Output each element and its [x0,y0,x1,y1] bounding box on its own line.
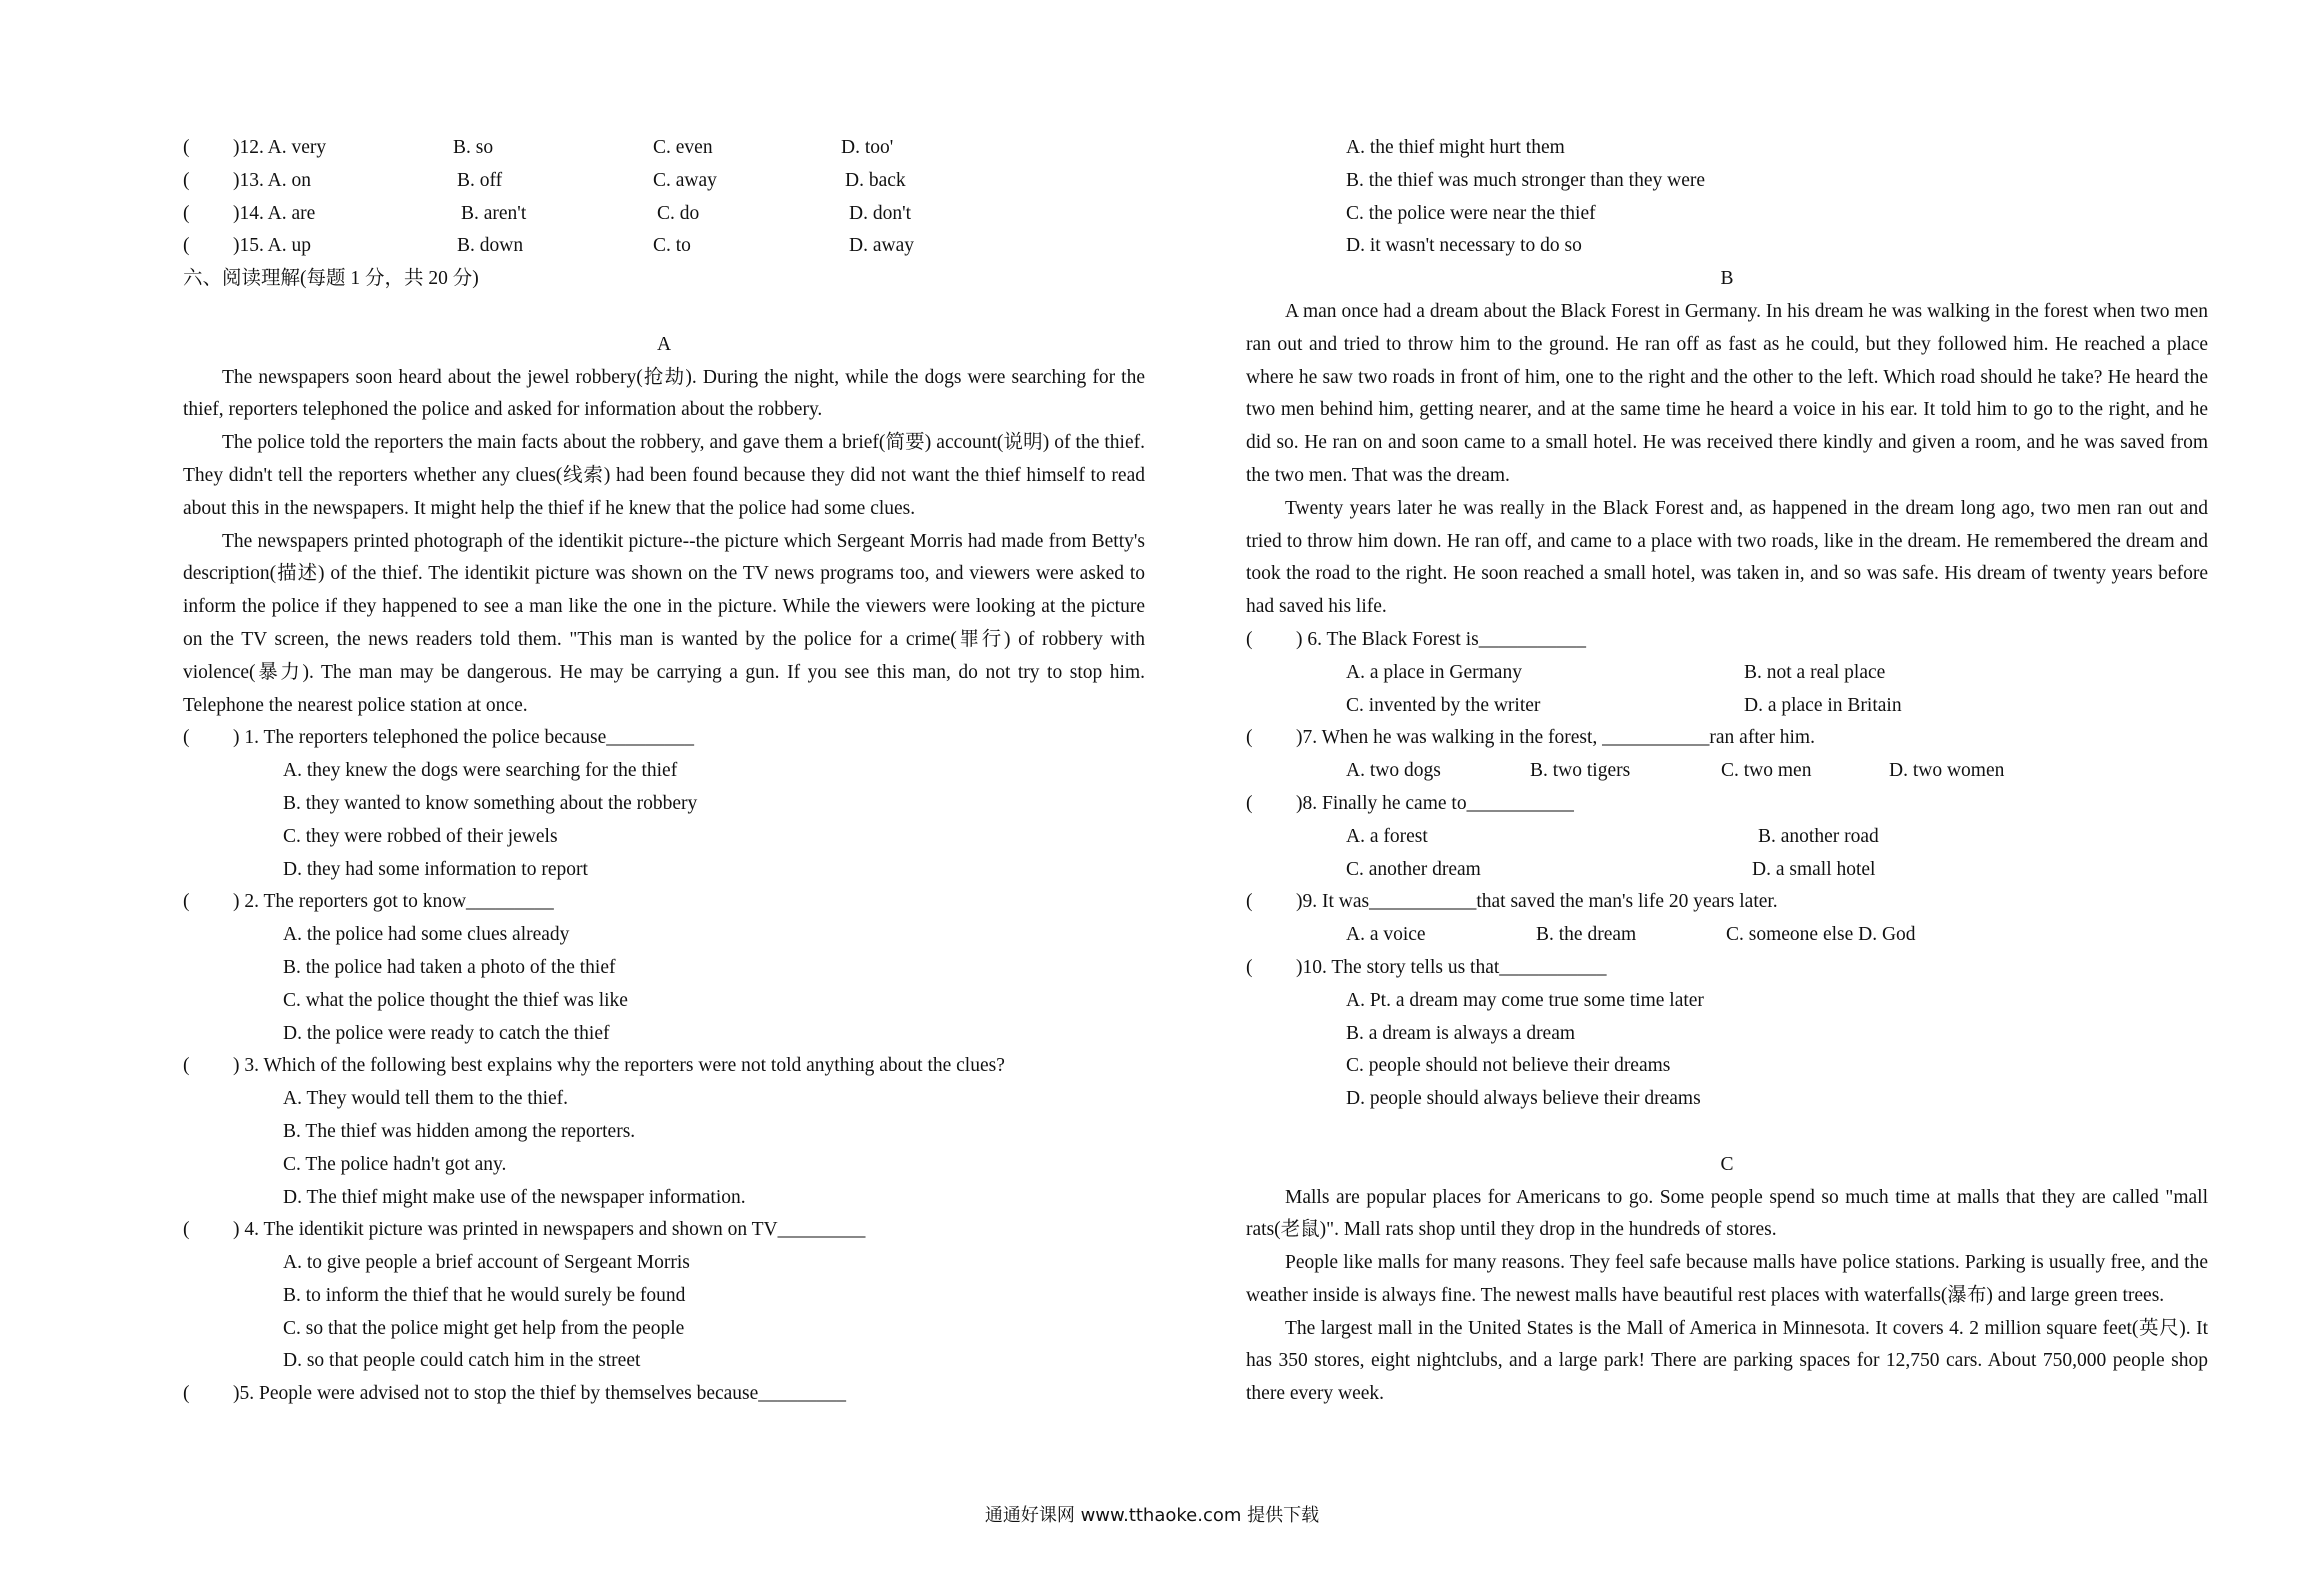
question-stem: ( ) 4. The identikit picture was printed in newspapers and shown on TV_________ [183,1219,866,1241]
answer-option: C. what the police thought the thief was like [283,989,628,1011]
answer-option: B. they wanted to know something about the robbery [283,792,698,814]
question-stem: ( ) 3. Which of the following best explains why the reporters were not told anything about the clues? [183,1055,1005,1077]
answer-option: B. The thief was hidden among the reporters. [283,1120,636,1142]
cloze-option-d: D. back [845,169,906,191]
passage-paragraph: A man once had a dream about the Black Forest in Germany. In his dream he was walking in the forest when two men ran out and tried to throw him to the ground. He ran off as fast as he could, but they followed him. He reached a place where he saw two roads in front of him, one to the right and the other to the left. Which road should he take? He heard the two men behind him, getting nearer, and at the same time he heard a voice in his ear. It told him to go to the right, and he did so. He ran on and soon came to a small hotel. He was received there kindly and given a room, and he was saved from the two men. That was the dream. [1246,300,2208,486]
answer-option: D. people should always believe their dreams [1346,1088,1701,1110]
passage-paragraph: The newspapers printed photograph of the identikit picture--the picture which Sergeant Morris had made from Betty's description(描述) of the thief. The identikit picture was shown on the TV news programs too, and viewers were asked to inform the police if they happened to see a man like the one in the picture. While the viewers were looking at the picture on the TV screen, the news readers told them. "This man is wanted by the police for a crime(罪行) of robbery with violence(暴力). The man may be dangerous. He may be carrying a gun. If you see this man, do not try to stop him. Telephone the nearest police station at once. [183,530,1145,716]
cloze-row [183,132,1145,165]
cloze-option-b: B. aren't [461,202,527,224]
passage-paragraph: The newspapers soon heard about the jewel robbery(抢劫). During the night, while the dogs were searching for the thief, reporters telephoned the police and asked for information about the robbery. [183,366,1145,421]
passage-heading-a: A [656,333,672,355]
passage-paragraph: Twenty years later he was really in the Black Forest and, as happened in the dream long ago, two men ran out and tried to throw him down. He ran off, and came to a place with two roads, like in the dream. He remembered the dream and took the road to the right. He soon reached a small hotel, was taken in, and so was safe. His dream of twenty years before had saved his life. [1246,497,2208,618]
question-stem: ( ) 2. The reporters got to know_________ [183,891,554,913]
answer-option: A. the thief might hurt them [1346,137,1565,158]
answer-option: D. they had some information to report [283,858,588,880]
left-column [183,132,1145,1411]
question-stem: ( )5. People were advised not to stop the thief by themselves because_________ [183,1383,847,1405]
cloze-option-d: D. away [849,235,914,257]
paren: ( [183,137,190,158]
answer-option: A. Pt. a dream may come true some time later [1346,989,1704,1011]
answer-option: C. so that the police might get help from the people [283,1317,685,1339]
question-stem: ( )8. Finally he came to___________ [1246,792,1574,814]
question-stem: ( )7. When he was walking in the forest, ___________ran after him. [1246,727,1815,749]
question-stem: ( )9. It was___________that saved the man's life 20 years later. [1246,891,1778,913]
answer-option: B. the thief was much stronger than they were [1346,169,1706,191]
answer-option: C. they were robbed of their jewels [283,825,558,847]
cloze-option-a: )12. A. very [233,137,327,158]
answer-option: A. the police had some clues already [283,924,570,946]
answer-option: D. the police were ready to catch the thief [283,1022,610,1044]
cloze-row [183,165,1145,198]
answer-option-row: A. a voice B. the dream C. someone else D. God [1346,924,1916,946]
answer-option-row: A. a forest B. another road [1346,825,1879,847]
cloze-option-c: C. away [653,169,717,191]
passage-heading-c: C [1720,1153,1734,1175]
answer-option: B. a dream is always a dream [1346,1022,1576,1044]
cloze-option-d: D. too' [841,137,894,158]
answer-option: D. it wasn't necessary to do so [1346,235,1582,257]
answer-option: A. to give people a brief account of Sergeant Morris [283,1252,690,1274]
passage-paragraph: Malls are popular places for Americans to go. Some people spend so much time at malls that they are called "mall rats(老鼠)". Mall rats shop until they drop in the hundreds of stores. [1246,1186,2208,1241]
passage-heading-b: B [1720,268,1734,290]
answer-option: C. the police were near the thief [1346,202,1596,224]
cloze-option-c: C. to [653,235,691,257]
passage-paragraph: People like malls for many reasons. They feel safe because malls have police stations. Parking is usually free, and the weather inside is always fine. The newest malls have beautiful rest places with waterfalls(瀑布) and large green trees. [1246,1252,2208,1306]
right-column [1246,132,2208,1411]
answer-option: C. The police hadn't got any. [283,1153,507,1175]
cloze-option-a: )13. A. on [233,169,311,191]
answer-option-row: C. another dream D. a small hotel [1346,858,1876,880]
answer-option: D. The thief might make use of the newspaper information. [283,1186,746,1208]
answer-option: C. people should not believe their dreams [1346,1055,1671,1077]
cloze-option-d: D. don't [849,202,912,224]
question-stem: ( )10. The story tells us that___________ [1246,956,1607,978]
cloze-option-b: B. off [457,169,503,191]
question-stem: ( ) 1. The reporters telephoned the police because_________ [183,727,694,749]
paren: ( [183,169,190,191]
passage-paragraph: The police told the reporters the main facts about the robbery, and gave them a brief(简要) account(说明) of the thief. They didn't tell the reporters whether any clues(线索) had been found because they did not want the thief himself to read about this in the newspapers. It might help the thief if he knew that the police had some clues. [183,432,1145,519]
paren: ( [183,235,190,257]
answer-option: B. to inform the thief that he would surely be found [283,1284,686,1306]
question-stem: ( ) 6. The Black Forest is___________ [1246,628,1586,650]
cloze-option-c: C. even [653,137,713,158]
cloze-row [183,198,1145,231]
cloze-option-c: C. do [657,202,700,224]
answer-option: B. the police had taken a photo of the thief [283,956,616,978]
cloze-option-a: )15. A. up [233,235,311,257]
answer-option-row: A. two dogs B. two tigers C. two men D. two women [1346,760,2005,782]
page-footer: 通通好课网 www.tthaoke.com 提供下载 [984,1505,1320,1526]
paren: ( [183,202,190,224]
section-title: 六、阅读理解(每题 1 分，共 20 分) [183,268,479,290]
passage-paragraph: The largest mall in the United States is the Mall of America in Minnesota. It covers 4. 2 million square feet(英尺). It has 350 stores, eight nightclubs, and a large park! There are parking spaces for 12,750 cars. About 750,000 people shop there every week. [1246,1317,2208,1405]
answer-option: A. They would tell them to the thief. [283,1088,569,1110]
cloze-option-b: B. down [457,235,524,257]
answer-option-row: A. a place in Germany B. not a real place [1346,661,1886,683]
cloze-option-b: B. so [453,137,494,158]
cloze-option-a: )14. A. are [233,202,316,224]
answer-option-row: C. invented by the writer D. a place in Britain [1346,694,1902,716]
answer-option: D. so that people could catch him in the street [283,1350,641,1372]
answer-option: A. they knew the dogs were searching for the thief [283,760,678,782]
cloze-row [183,230,1145,263]
